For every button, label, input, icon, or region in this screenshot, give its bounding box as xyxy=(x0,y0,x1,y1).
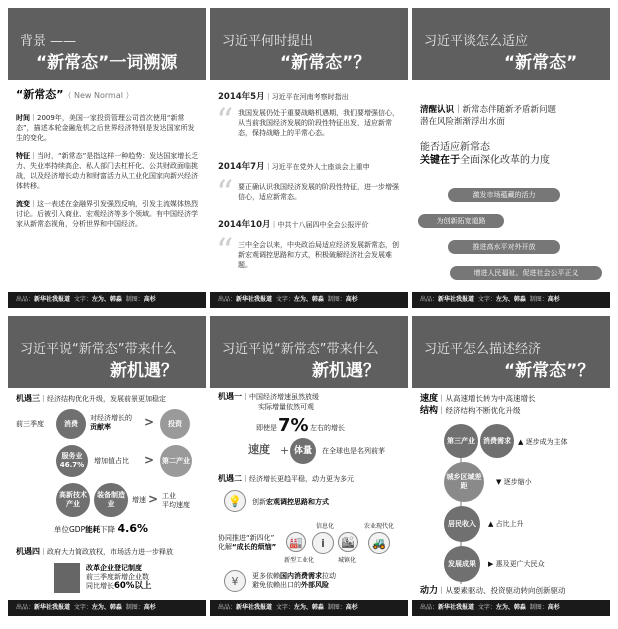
header-line2: 新机遇？ xyxy=(312,361,380,381)
date-july: 2014年7月｜习近平在党外人士座谈会上重申 xyxy=(218,162,370,172)
panel-header xyxy=(412,316,610,388)
opp3-line: 机遇三｜经济结构优化升级，发展前景更加稳定 xyxy=(16,394,166,403)
header-line2: “新常态” xyxy=(504,53,578,73)
label-info: 信息化 xyxy=(316,523,335,530)
pill-market: 激发市场蕴藏的活力 xyxy=(448,188,560,202)
info-icon: i xyxy=(312,532,334,554)
domestic-text: 更多依赖国内消费需求拉动 避免依赖出口的外部风险 xyxy=(252,572,336,589)
registration-text: 改革企业登记制度 前三季度新增企业数 同比增长60%以上 xyxy=(86,564,152,591)
label-agri: 农业现代化 xyxy=(364,523,395,530)
panel-describe xyxy=(412,316,610,616)
flow-paragraph: 流变｜这一表述在金融界引发强烈反响，引发主流媒体热烈讨论。后被引入商业、宏观经济等多个领域。有中国经济学家从新常态视角，分析世界和中国经济。 xyxy=(16,200,198,228)
sync-text: 协同推进“新四化” 化解“成长的烦恼” xyxy=(218,534,277,551)
gdp-value: 4.6% xyxy=(117,522,149,535)
panel-when xyxy=(210,8,408,308)
footer: 出品：新华社我报道 文字：左为、韩淼 制图：高杉 xyxy=(210,600,408,616)
label-ind: 新型工业化 xyxy=(284,557,315,564)
factory-icon: 🏭 xyxy=(286,532,306,552)
greater-icon: > xyxy=(148,492,159,506)
panel-header xyxy=(210,316,408,388)
panel-opportunity-3-4 xyxy=(8,316,206,616)
power-line: 动力｜从要素驱动、投资驱动转向创新驱动 xyxy=(420,586,566,596)
contribution-label: 对经济增长的 贡献率 xyxy=(90,414,132,431)
header-line2: “新常态”一词溯源 xyxy=(36,53,178,73)
rise-text: ▲ 占比上升 xyxy=(488,520,524,528)
adapt-line: 能否适应新常态 xyxy=(420,142,490,153)
pct-value: 7% xyxy=(278,415,309,436)
speed-line: 速度｜从高速增长转为中高速增长 xyxy=(420,394,536,404)
innovation-text: 创新宏观调控思路和方式 xyxy=(252,498,329,506)
rank-text: 在全球也是名列前茅 xyxy=(322,447,385,455)
city-icon: 🏙 xyxy=(338,532,358,552)
pill-welfare: 增进人民福祉、促进社会公平正义 xyxy=(450,266,602,280)
shrink-text: ▼ 逐步缩小 xyxy=(496,478,532,486)
panel-header xyxy=(210,8,408,80)
growth-label: 增速 xyxy=(132,496,146,504)
structure-line: 结构｜经济结构不断优化升级 xyxy=(420,406,521,416)
pct-text: 左右的增长 xyxy=(310,424,345,432)
quote-oct: 三中全会以来，中央政治局适应经济发展新常态，创新宏观调控思路和方式，积极破解经济社会发展难题。 xyxy=(238,241,399,269)
pill-opening: 推进高水平对外开放 xyxy=(448,240,560,254)
service-circle: 服务业 46.7% xyxy=(56,445,88,477)
industry-avg-label: 工业 平均速度 xyxy=(162,492,190,509)
speed-label: 速度 xyxy=(248,443,270,456)
header-line1: 习近平说“新常态”带来什么 xyxy=(20,342,177,357)
even-label: 即使是 xyxy=(256,424,277,432)
footer: 出品：新华社我报道 文字：左为、韩淼 制图：高杉 xyxy=(412,292,610,308)
panel-opportunity-1-2 xyxy=(210,316,408,616)
sober-line: 清醒认识｜新常态伴随新矛盾新问题 xyxy=(420,105,557,115)
quote-may: 我国发展仍处于重要战略机遇期，我们要增强信心，从当前我国经济发展的阶段性特征出发，适应新常态，保持战略上的平常心态。 xyxy=(238,109,399,137)
key-line: 关键在于全面深化改革的力度 xyxy=(420,155,550,166)
greater-icon: > xyxy=(144,453,155,467)
investment-circle: 投资 xyxy=(160,409,190,439)
header-line1: 习近平何时提出 xyxy=(222,34,314,49)
header-line1: 习近平谈怎么适应 xyxy=(424,34,529,49)
quote-mark-icon: “ xyxy=(216,231,234,271)
footer: 出品：新华社我报道 文字：左为、韩淼 制图：高杉 xyxy=(8,600,206,616)
date-oct: 2014年10月｜中共十八届四中全会公报评价 xyxy=(218,220,369,230)
risk-line: 潜在风险渐渐浮出水面 xyxy=(420,117,506,127)
header-line2: “新常态”？ xyxy=(504,361,595,381)
secondary-industry-circle: 第二产业 xyxy=(160,445,192,477)
subtitle: “新常态” xyxy=(16,88,64,101)
opp4-line: 机遇四｜政府大力简政放权，市场活力进一步释放 xyxy=(16,547,173,556)
results-circle: 发展成果 xyxy=(444,546,480,582)
benefit-text: ▶ 惠及更广大民众 xyxy=(488,560,545,568)
pill-innovation: 为创新拓宽道路 xyxy=(418,214,504,228)
panel-header xyxy=(8,316,206,388)
footer: 出品：新华社我报道 文字：左为、韩淼 制图：高杉 xyxy=(8,292,206,308)
main-body-text: ▲ 逐步成为主体 xyxy=(518,438,568,446)
greater-icon: > xyxy=(144,415,155,429)
date-may: 2014年5月｜习近平在河南考察时指出 xyxy=(218,92,349,102)
panel-header xyxy=(412,8,610,80)
tractor-icon: 🚜 xyxy=(368,532,390,554)
subtitle-en: （ New Normal ） xyxy=(63,91,134,100)
header-line1: 习近平怎么描述经济 xyxy=(424,342,542,357)
opp1-line: 机遇一｜中国经济增速虽然放缓 xyxy=(218,392,319,401)
registration-icon xyxy=(54,563,80,593)
header-line2: 新机遇？ xyxy=(110,361,178,381)
urban-rural-circle: 城乡区域差距 xyxy=(444,462,484,502)
quote-mark-icon: “ xyxy=(216,101,234,141)
header-line2: “新常态”？ xyxy=(280,53,371,73)
season-label: 前三季度 xyxy=(16,420,44,428)
consumer-demand-circle: 消费需求 xyxy=(480,424,514,458)
quote-july: 要正确认识我国经济发展的阶段性特征，进一步增强信心，适应新常态。 xyxy=(238,183,399,201)
label-city: 城镇化 xyxy=(338,557,357,564)
footer: 出品：新华社我报道 文字：左为、韩淼 制图：高杉 xyxy=(412,600,610,616)
footer: 出品：新华社我报道 文字：左为、韩淼 制图：高杉 xyxy=(210,292,408,308)
consumption-circle: 消费 xyxy=(56,409,86,439)
lightbulb-icon: 💡 xyxy=(224,490,246,512)
header-line1: 习近平说“新常态”带来什么 xyxy=(222,342,379,357)
gdp-energy: 单位GDP能耗下降 4.6% xyxy=(54,522,149,535)
time-paragraph: 时间｜2009年，美国一家投资管理公司首次使用“新常态”，描述本轮金融危机之后世界经济特别是发达国家所发生的变化。 xyxy=(16,114,195,142)
header-line1: 背景 —— xyxy=(20,34,77,49)
share-label: 增加值占比 xyxy=(94,457,129,465)
hightech-circle: 高新技术产业 xyxy=(56,483,90,517)
tertiary-circle: 第三产业 xyxy=(444,424,478,458)
quote-mark-icon: “ xyxy=(216,173,234,213)
panel-header xyxy=(8,8,206,80)
equipment-circle: 装备制造业 xyxy=(94,483,128,517)
income-circle: 居民收入 xyxy=(444,506,480,542)
feature-paragraph: 特征｜当时，“新常态”是指这样一种趋势：发达国家增长乏力、失业率持续高企、私人部门去杠杆化、公共财政面临挑战，以及经济增长动力和财富活力从工业化国家向新兴经济体转移。 xyxy=(16,152,199,190)
panel-origin xyxy=(8,8,206,308)
opp2-line: 机遇二｜经济增长更趋平稳，动力更为多元 xyxy=(218,474,354,483)
plus-label: + xyxy=(280,444,290,457)
opp1-line2: 实际增量依然可观 xyxy=(258,403,314,411)
panel-adapt xyxy=(412,8,610,308)
volume-circle: 体量 xyxy=(290,438,316,464)
yuan-icon: ¥ xyxy=(224,570,246,592)
